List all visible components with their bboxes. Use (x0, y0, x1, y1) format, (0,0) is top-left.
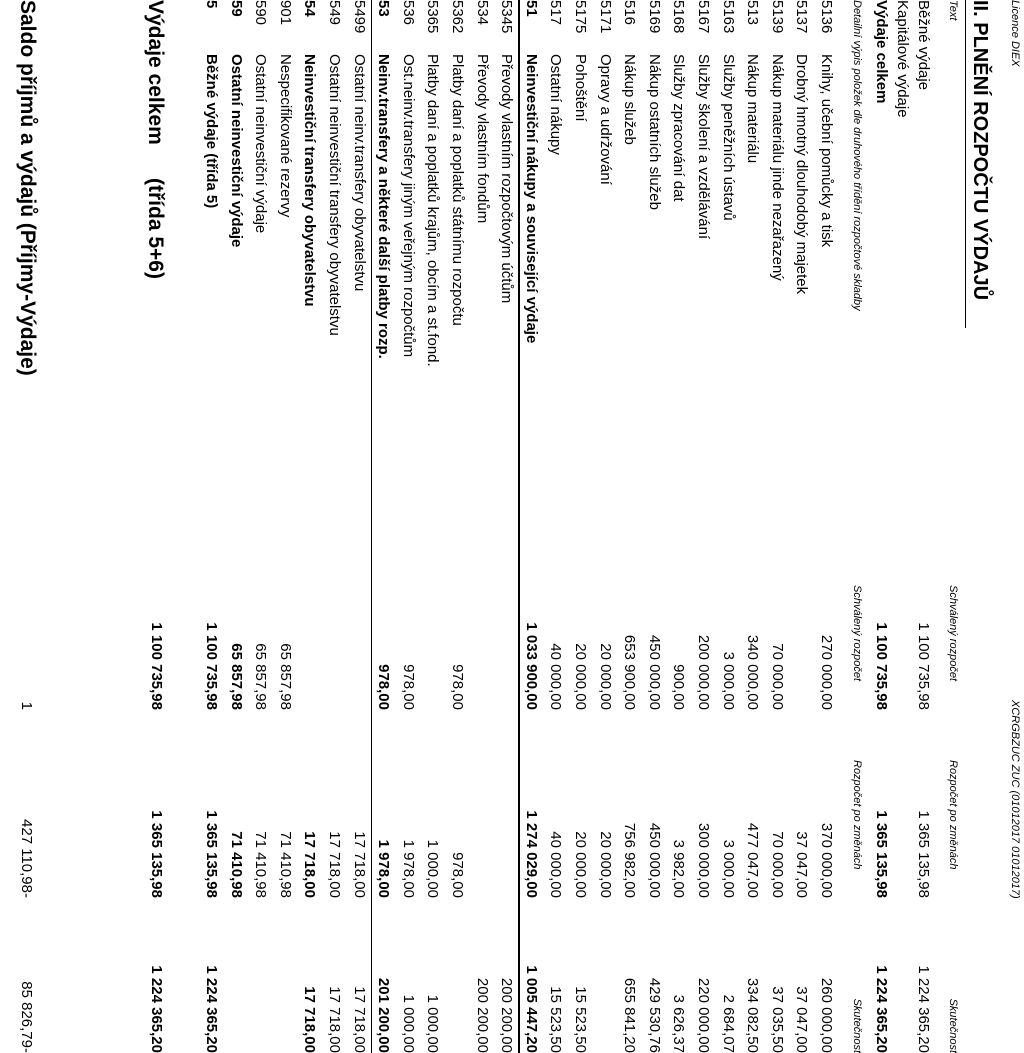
row-actual: 220 000,00 (695, 977, 712, 1053)
row-after-changes: 3 000,00 (720, 839, 737, 898)
row-code: 5365 (424, 0, 441, 34)
row-after-changes: 71 410,98 (277, 831, 294, 898)
row-actual: 200 200,00 (498, 977, 515, 1053)
row-code: 516 (621, 0, 638, 26)
row-actual: 201 200,00 (375, 977, 392, 1053)
row-text: Neinvestiční transfery obyvatelstvu (301, 54, 318, 307)
row-code: 5139 (769, 0, 786, 34)
column-actual-header: Skutečnost (947, 998, 959, 1053)
summary-after-changes: 1 365 135,98 (873, 810, 890, 898)
row-after-changes: 300 000,00 (695, 822, 712, 898)
row-text: Nákup služeb (621, 54, 638, 145)
row-after-changes: 1 274 029,00 (523, 810, 540, 898)
row-approved: 65 857,98 (252, 643, 269, 710)
row-code: 536 (400, 0, 417, 26)
title-underline (965, 0, 966, 328)
row-text: Ostatní nákupy (547, 54, 564, 155)
row-text: Platby daní a poplatků krajům, obcím a st.fond. (424, 54, 441, 367)
detail-actual-header: Skutečnost (851, 998, 863, 1053)
row-text: Platby daní a poplatků státnímu rozpočtu (449, 54, 466, 326)
row-approved: 653 900,00 (621, 634, 638, 710)
row-text: Služby školení a vzdělávání (695, 54, 712, 240)
row-after-changes: 756 982,00 (621, 822, 638, 898)
row-actual: 17 718,00 (351, 986, 368, 1053)
row-text: Drobný hmotný dlouhodobý majetek (793, 54, 810, 295)
row-actual: 260 000,00 (818, 977, 835, 1053)
row-after-changes: 70 000,00 (769, 831, 786, 898)
row-approved: 978,00 (449, 664, 466, 710)
row-after-changes: 3 982,00 (670, 839, 687, 898)
row-actual: 37 047,00 (793, 986, 810, 1053)
row-code: 5169 (646, 0, 663, 34)
row-approved: 900,00 (670, 664, 687, 710)
row-text: Nákup ostatních služeb (646, 54, 663, 210)
row-code: 51 (523, 0, 540, 17)
row-code: 5499 (351, 0, 368, 34)
row-code: 549 (326, 0, 343, 26)
row-separator (371, 0, 372, 1053)
row-text: Služby peněžních ústavů (720, 54, 737, 221)
row-after-changes: 370 000,00 (818, 822, 835, 898)
row-text: Běžné výdaje (třída 5) (203, 54, 220, 209)
row-actual: 1 005 447,20 (523, 965, 540, 1053)
column-after-changes-header: Rozpočet po změnách (947, 760, 959, 870)
row-code: 5163 (720, 0, 737, 34)
row-text: Knihy, učební pomůcky a tisk (818, 54, 835, 248)
row-text: Ostatní neinvestiční výdaje (252, 54, 269, 234)
detail-after-changes-header: Rozpočet po změnách (851, 760, 863, 870)
row-code: 590 (252, 0, 269, 26)
row-code: 901 (277, 0, 294, 26)
row-actual: 15 523,50 (572, 986, 589, 1053)
row-text: Opravy a udržování (597, 54, 614, 185)
row-text: Nespecifikované rezervy (277, 54, 294, 218)
total-label: Výdaje celkem (144, 0, 167, 145)
row-code: 534 (474, 0, 491, 26)
column-text-header: Text (947, 0, 959, 21)
saldo-approved: 1 (18, 701, 35, 710)
saldo-actual: 85 826,79- (18, 981, 35, 1053)
row-approved: 20 000,00 (597, 643, 614, 710)
summary-after-changes: 1 365 135,98 (915, 810, 932, 898)
row-code: 5137 (793, 0, 810, 34)
row-actual: 200 200,00 (474, 977, 491, 1053)
row-after-changes: 17 718,00 (301, 831, 318, 898)
row-approved: 270 000,00 (818, 634, 835, 710)
row-text: Neinv.transfery a některé další platby rozp. (375, 54, 392, 359)
row-actual: 17 718,00 (301, 986, 318, 1053)
column-approved-header: Schválený rozpočet (947, 585, 959, 681)
row-approved: 450 000,00 (646, 634, 663, 710)
row-text: Převody vlastním rozpočtovým účtům (498, 54, 515, 304)
row-text: Neinvestiční nákupy a související výdaje (523, 54, 540, 344)
row-after-changes: 450 000,00 (646, 822, 663, 898)
row-code: 53 (375, 0, 392, 17)
saldo-label: Saldo příjmů a výdajů (Příjmy-Výdaje) (16, 0, 39, 376)
row-text: Ost.neinv.transfery jiným veřejným rozpočtům (400, 54, 417, 358)
row-approved: 70 000,00 (769, 643, 786, 710)
row-approved: 340 000,00 (744, 634, 761, 710)
section-title: II. PLNĚNÍ ROZPOČTU VÝDAJŮ (969, 0, 991, 301)
row-actual: 37 035,50 (769, 986, 786, 1053)
summary-approved: 1 100 735,98 (873, 622, 890, 710)
summary-label: Běžné výdaje (915, 0, 932, 91)
row-actual: 17 718,00 (326, 986, 343, 1053)
row-code: 5171 (597, 0, 614, 34)
row-text: Služby zpracování dat (670, 54, 687, 202)
row-code: 5 (203, 0, 220, 9)
row-approved: 40 000,00 (547, 643, 564, 710)
row-after-changes: 20 000,00 (597, 831, 614, 898)
row-text: Nákup materiálu (744, 54, 761, 164)
saldo-after-changes: 427 110,98- (18, 819, 35, 898)
row-after-changes: 71 410,98 (228, 831, 245, 898)
row-actual: 1 224 365,20 (203, 965, 220, 1053)
row-code: 5362 (449, 0, 466, 34)
row-approved: 200 000,00 (695, 634, 712, 710)
row-after-changes: 40 000,00 (547, 831, 564, 898)
row-text: Ostatní neinv.transfery obyvatelstvu (351, 54, 368, 292)
row-after-changes: 1 978,00 (375, 839, 392, 898)
row-actual: 655 841,20 (621, 977, 638, 1053)
row-approved: 65 857,98 (228, 643, 245, 710)
summary-label: Výdaje celkem (873, 0, 890, 104)
summary-actual: 1 224 365,20 (873, 965, 890, 1053)
row-actual: 1 000,00 (424, 994, 441, 1053)
row-text: Převody vlastním fondům (474, 54, 491, 224)
row-code: 5345 (498, 0, 515, 34)
total-class-label: (třída 5+6) (144, 178, 167, 279)
row-text: Ostatní neinvestiční výdaje (228, 54, 245, 248)
row-after-changes: 71 410,98 (252, 831, 269, 898)
row-code: 5168 (670, 0, 687, 34)
row-code: 5136 (818, 0, 835, 34)
row-after-changes: 20 000,00 (572, 831, 589, 898)
report-code: XCRGBZUC ZUC (01012017 01012017) (1009, 700, 1021, 899)
detail-approved-header: Schválený rozpočet (851, 585, 863, 681)
row-after-changes: 477 047,00 (744, 822, 761, 898)
row-actual: 2 684,07 (720, 994, 737, 1053)
licence-label: Licence DIEX (1009, 0, 1021, 67)
row-actual: 1 000,00 (400, 994, 417, 1053)
row-approved: 978,00 (400, 664, 417, 710)
row-approved: 65 857,98 (277, 643, 294, 710)
row-after-changes: 37 047,00 (793, 831, 810, 898)
row-after-changes: 1 000,00 (424, 839, 441, 898)
row-approved: 3 000,00 (720, 651, 737, 710)
row-after-changes: 1 978,00 (400, 839, 417, 898)
row-approved: 1 100 735,98 (203, 622, 220, 710)
summary-approved: 1 100 735,98 (915, 622, 932, 710)
row-code: 5167 (695, 0, 712, 34)
row-approved: 20 000,00 (572, 643, 589, 710)
row-after-changes: 17 718,00 (351, 831, 368, 898)
summary-actual: 1 224 365,20 (915, 965, 932, 1053)
row-after-changes: 978,00 (449, 852, 466, 898)
row-code: 54 (301, 0, 318, 17)
total-actual: 1 224 365,20 (148, 965, 165, 1053)
summary-label: Kapitálové výdaje (894, 0, 911, 118)
row-code: 59 (228, 0, 245, 17)
row-code: 5175 (572, 0, 589, 34)
row-approved: 978,00 (375, 664, 392, 710)
row-actual: 429 530,76 (646, 977, 663, 1053)
row-after-changes: 17 718,00 (326, 831, 343, 898)
total-after-changes: 1 365 135,98 (148, 810, 165, 898)
row-after-changes: 1 365 135,98 (203, 810, 220, 898)
row-text: Nákup materiálu jinde nezařazený (769, 54, 786, 281)
row-code: 513 (744, 0, 761, 26)
row-approved: 1 033 900,00 (523, 622, 540, 710)
detail-heading: Detailní výpis položek dle druhového třídění rozpočtové skladby (851, 0, 863, 311)
row-separator (518, 0, 520, 1053)
row-actual: 15 523,50 (547, 986, 564, 1053)
row-actual: 3 626,37 (670, 994, 687, 1053)
total-approved: 1 100 735,98 (148, 622, 165, 710)
row-text: Pohoštění (572, 54, 589, 122)
row-actual: 334 082,50 (744, 977, 761, 1053)
row-text: Ostatní neinvestiční transfery obyvatelstvu (326, 54, 343, 336)
row-code: 517 (547, 0, 564, 26)
